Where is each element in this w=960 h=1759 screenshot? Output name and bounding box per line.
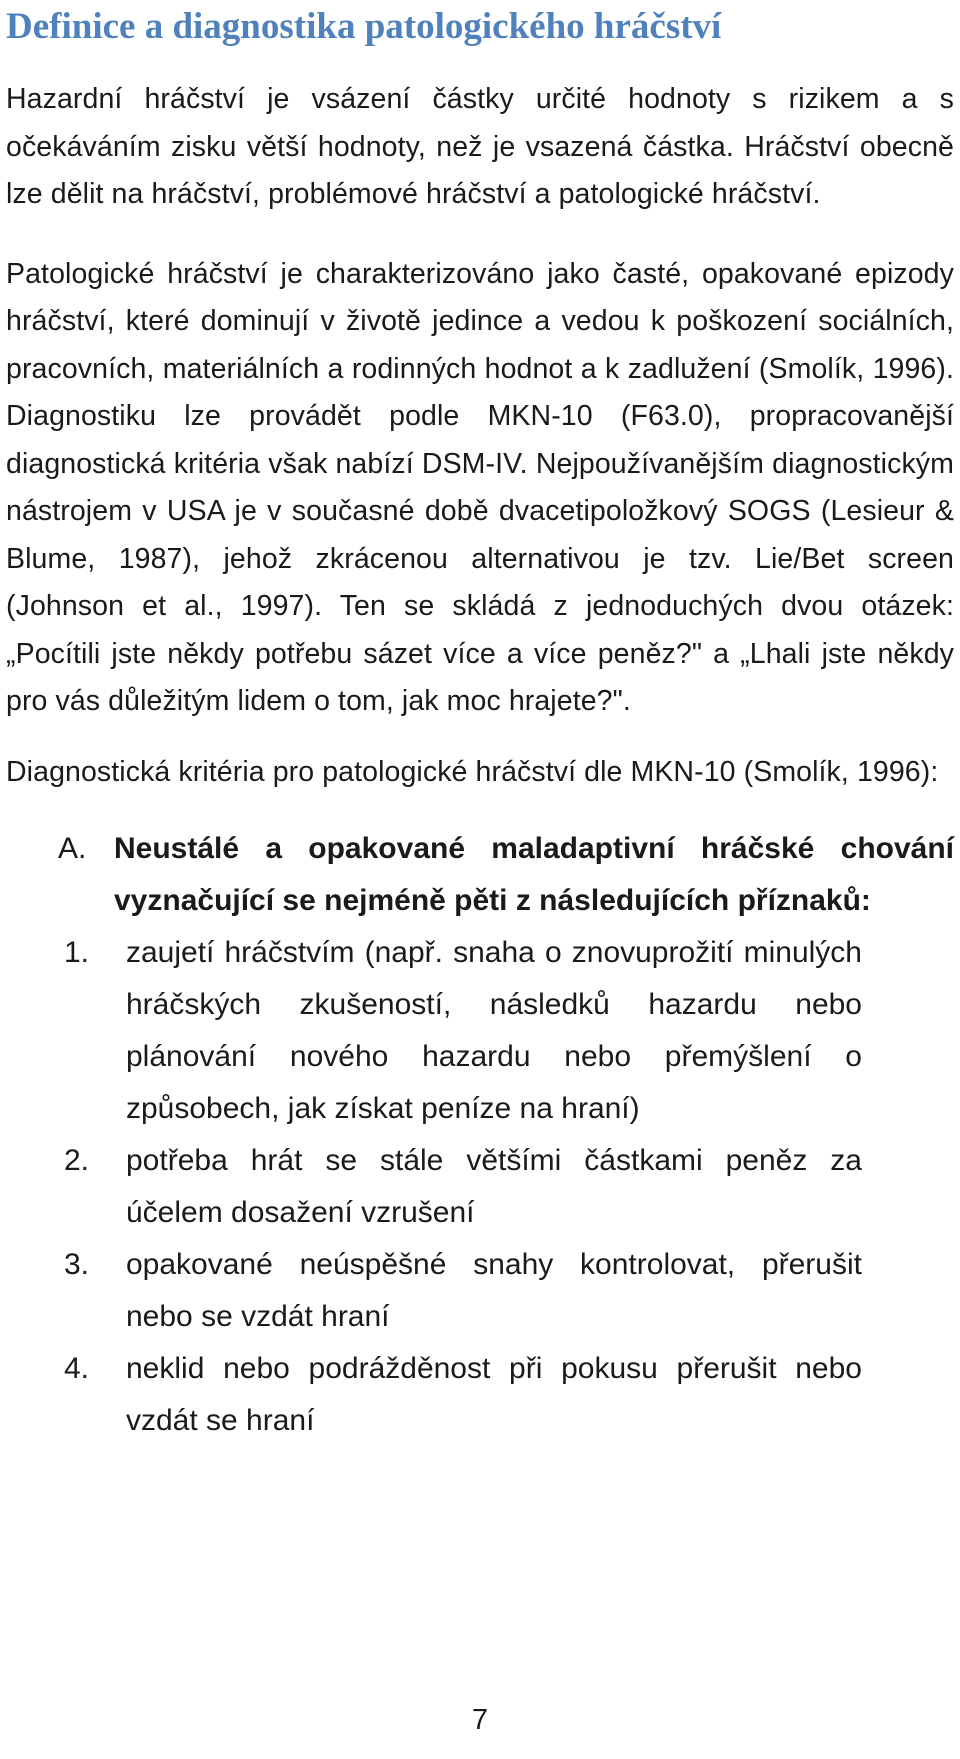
criterion-a [6,823,954,927]
list-item-number: 3. [64,1248,90,1281]
list-item [6,1239,954,1343]
list-item-number: 1. [64,936,90,969]
page-number: 7 [471,1704,489,1736]
list-item-number: 2. [64,1144,90,1177]
list-item-text: opakované neúspěšné snahy kontrolovat, přerušit nebo se vzdát hraní [126,1248,862,1333]
page-title: Definice a diagnostika patologického hráčství [6,6,722,47]
list-item-number: 4. [64,1352,90,1385]
list-item [6,1135,954,1239]
list-item-text: zaujetí hráčstvím (např. snaha o znovuprožití minulých hráčských zkušeností, následků hazardu nebo plánování nového hazardu nebo přemýšlení o způsobech, jak získat peníze na hraní) [126,936,862,1125]
symptom-list [6,927,954,1447]
criterion-letter: A. [58,832,87,865]
criteria-intro-paragraph: Diagnostická kritéria pro patologické hráčství dle MKN-10 (Smolík, 1996): [6,755,939,788]
intro-paragraph: Hazardní hráčství je vsázení částky určité hodnoty s rizikem a s očekáváním zisku větší hodnoty, než je vsazená částka. Hráčství obecně lze dělit na hráčství, problémové hráčství a patologické hráčství. [6,83,954,210]
list-item [6,1343,954,1447]
list-item-text: neklid nebo podrážděnost při pokusu přerušit nebo vzdát se hraní [126,1352,862,1437]
document-page [6,0,954,1736]
criterion-heading: Neustálé a opakované maladaptivní hráčské chování vyznačující se nejméně pěti z následujících příznaků: [114,832,954,917]
list-item-text: potřeba hrát se stále většími částkami peněz za účelem dosažení vzrušení [126,1144,862,1229]
definition-paragraph: Patologické hráčství je charakterizováno jako časté, opakované epizody hráčství, které dominují v životě jedince a vedou k poškození sociálních, pracovních, materiálních a rodinných hodnot a k zadlužení (Smolík, 1996). Diagnostiku lze provádět podle MKN-10 (F63.0), propracovanější diagnostická kritéria však nabízí DSM-IV. Nejpoužívanějším diagnostickým nástrojem v USA je v současné době dvacetipoložkový SOGS (Lesieur & Blume, 1987), jehož zkrácenou alternativou je tzv. Lie/Bet screen (Johnson et al., 1997). Ten se skládá z jednoduchých dvou otázek: „Pocítili jste někdy potřebu sázet více a více peněz?" a „Lhali jste někdy pro vás důležitým lidem o tom, jak moc hrajete?". [6,257,954,717]
list-item [6,927,954,1135]
